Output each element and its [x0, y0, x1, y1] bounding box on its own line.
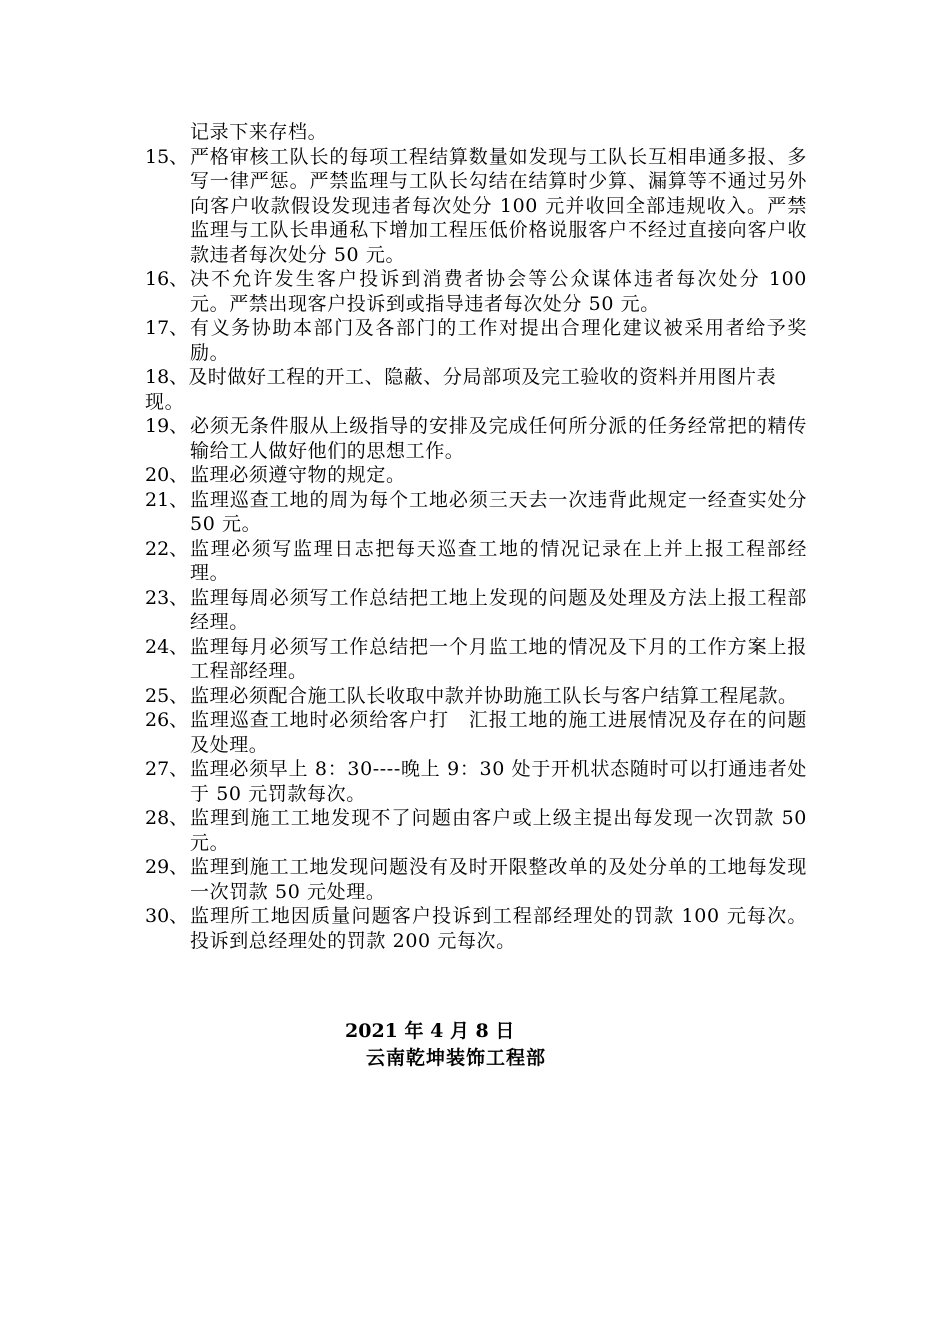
- rule-text: 严格审核工队长的每项工程结算数量如发现与工队长互相串通多报、多写一律严惩。严禁监理与工队长勾结在结算时少算、漏算等不通过另外向客户收款假设发现违者每次处分 100 元并收回全部违规收入。严禁监理与工队长串通私下增加工程压低价格说服客户不经过直接向客户收款违者每次处分 50 元。: [190, 145, 807, 266]
- rule-number: 26、: [145, 709, 189, 731]
- rule-number: 24、: [145, 635, 189, 658]
- rule-text: 必须无条件服从上级指导的安排及完成任何所分派的任务经常把的精传输给工人做好他们的思想工作。: [190, 415, 807, 462]
- rule-number: 30、: [145, 905, 189, 927]
- rule-number: 29、: [145, 856, 189, 878]
- rule-item-17: [145, 316, 807, 365]
- rule-number: 27、: [145, 758, 189, 780]
- rule-text: 有义务协助本部门及各部门的工作对提出合理化建议被采用者给予奖励。: [190, 317, 807, 364]
- rule-item-19: [145, 414, 807, 463]
- rule-item-20: [145, 463, 807, 488]
- document-date: 2021 年 4 月 8 日: [345, 1020, 515, 1042]
- rule-text: 监理巡查工地的周为每个工地必须三天去一次违背此规定一经查实处分 50 元。: [190, 488, 814, 535]
- rule-item-30: [145, 904, 807, 953]
- rule-item-21: [145, 488, 814, 537]
- rule-text: 监理到施工工地发现不了问题由客户或上级主提出每发现一次罚款 50 元。: [190, 807, 814, 854]
- rule-item-15: [145, 145, 807, 268]
- rule-item-23: [145, 586, 807, 635]
- organization-name: 云南乾坤装饰工程部: [366, 1047, 547, 1069]
- rule-number: 18、: [145, 366, 189, 388]
- rule-text: 决不允许发生客户投诉到消费者协会等公众谋体违者每次处分 100 元。严禁出现客户投诉到或指导违者每次处分 50 元。: [190, 268, 814, 315]
- rule-number: 16、: [145, 268, 189, 290]
- rule-text: 监理所工地因质量问题客户投诉到工程部经理处的罚款 100 元每次。投诉到总经理处的罚款 200 元每次。: [190, 905, 807, 952]
- rule-text: 监理必须配合施工队长收取中款并协助施工队长与客户结算工程尾款。: [190, 684, 798, 707]
- rule-number: 28、: [145, 807, 189, 829]
- rule-number: 19、: [145, 415, 189, 437]
- rule-number: 22、: [145, 537, 189, 560]
- rule-number: 20、: [145, 464, 189, 486]
- rule-text: 监理每周必须写工作总结把工地上发现的问题及处理及方法上报工程部经理。: [190, 586, 807, 633]
- rule-text: 及时做好工程的开工、隐蔽、分局部项及完工验收的资料并用图片表现。: [145, 366, 777, 413]
- rule-item-26: [145, 708, 807, 757]
- rule-text: 监理到施工工地发现问题没有及时开限整改单的及处分单的工地每发现一次罚款 50 元处理。: [190, 856, 807, 903]
- rule-number: 23、: [145, 586, 189, 609]
- rule-item-28: [145, 806, 814, 855]
- rule-text: 监理每月必须写工作总结把一个月监工地的情况及下月的工作方案上报工程部经理。: [190, 635, 807, 682]
- rule-number: 25、: [145, 684, 189, 707]
- rule-item-24: [145, 635, 807, 684]
- rule-text: 监理巡查工地时必须给客户打 汇报工地的施工进展情况及存在的问题及处理。: [190, 709, 807, 756]
- rule-number: 15、: [145, 145, 189, 168]
- rule-number: 21、: [145, 488, 189, 511]
- rule-text: 监理必须遵守物的规定。: [190, 464, 406, 486]
- rules-list: [145, 120, 814, 953]
- rule-item-29: [145, 855, 807, 904]
- rule-item-25: [145, 684, 807, 709]
- rule-item-16: [145, 267, 814, 316]
- rule-number: 17、: [145, 317, 189, 339]
- rule-item-22: [145, 537, 807, 586]
- rule-item-18: [145, 365, 807, 414]
- rule-item-27: [145, 757, 807, 806]
- continued-line: 记录下来存档。: [190, 121, 328, 143]
- rule-text: 监理必须写监理日志把每天巡查工地的情况记录在上并上报工程部经理。: [190, 537, 807, 584]
- rule-text: 监理必须早上 8：30----晚上 9：30 处于开机状态随时可以打通违者处于 50 元罚款每次。: [190, 758, 807, 805]
